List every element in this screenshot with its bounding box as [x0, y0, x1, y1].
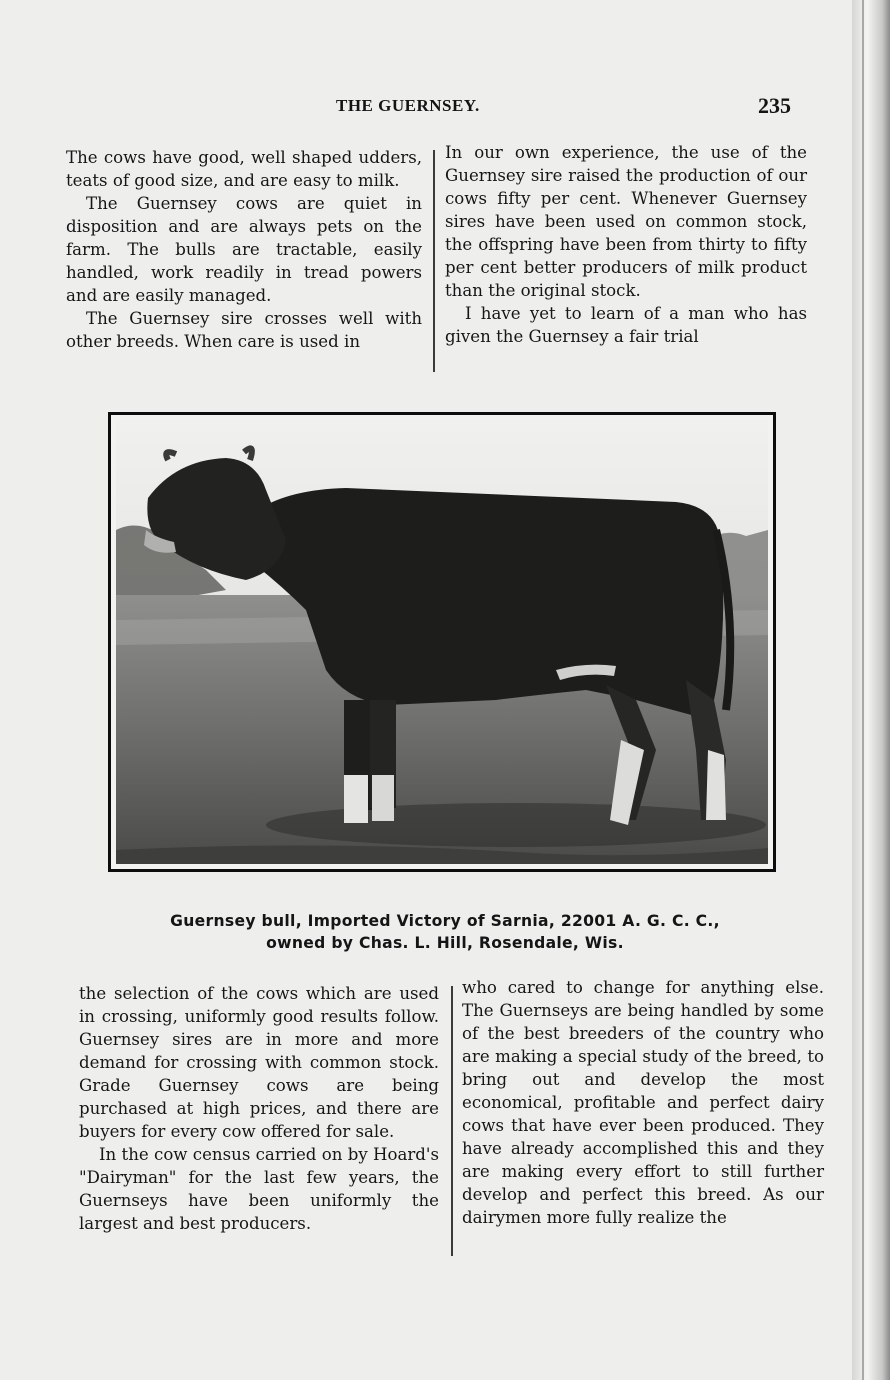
paragraph: who cared to change for anything else. The Guernseys are being handled by some of the best breeders of the country who are making a special study of the breed, to bring out and develop the most economical, profitable and perfect dairy cows that have ever been produced. They have already accomplished this and they are making every effort to still further develop and perfect this breed. As our dairymen more fully realize the: [462, 978, 824, 1227]
page-number: 235: [758, 93, 791, 118]
column-divider: [451, 986, 453, 1256]
paragraph: The cows have good, well shaped udders, teats of good size, and are easy to milk.: [66, 148, 422, 190]
text-column-bottom-right: [462, 976, 824, 1229]
text-column-bottom-left: [79, 982, 439, 1235]
paragraph: I have yet to learn of a man who has given the Guernsey a fair trial: [445, 304, 807, 346]
paragraph: The Guernsey cows are quiet in disposition and are always pets on the farm. The bulls are tractable, easily handled, work readily in tread powers and are easily managed.: [66, 194, 422, 305]
paragraph: the selection of the cows which are used in crossing, uniformly good results follow. Guernsey sires are in more and more demand for crossing with common stock. Grade Guernsey cows are being purchased at high prices, and there are buyers for every cow offered for sale.: [79, 984, 439, 1141]
column-divider: [433, 150, 435, 372]
bull-illustration: [116, 420, 768, 864]
text-column-top-left: [66, 146, 422, 353]
paragraph: The Guernsey sire crosses well with other breeds. When care is used in: [66, 309, 422, 351]
running-title: THE GUERNSEY.: [336, 96, 480, 115]
photo-frame: [108, 412, 776, 872]
paragraph: In the cow census carried on by Hoard's "Dairyman" for the last few years, the Guernseys have been uniformly the largest and best producers.: [79, 1145, 439, 1233]
text-column-top-right: [445, 141, 807, 348]
paragraph: In our own experience, the use of the Guernsey sire raised the production of our cows fifty per cent. Whenever Guernsey sires have been used on common stock, the offspring have been from thirty to fifty per cent better producers of milk product than the original stock.: [445, 143, 807, 300]
figure-caption: [100, 910, 790, 954]
page-edge-line: [862, 0, 864, 1380]
bull-photo: [116, 420, 768, 864]
caption-line: owned by Chas. L. Hill, Rosendale, Wis.: [266, 934, 624, 952]
caption-line: Guernsey bull, Imported Victory of Sarnia, 22001 A. G. C. C.,: [170, 912, 720, 930]
book-spine-edge: [852, 0, 890, 1380]
